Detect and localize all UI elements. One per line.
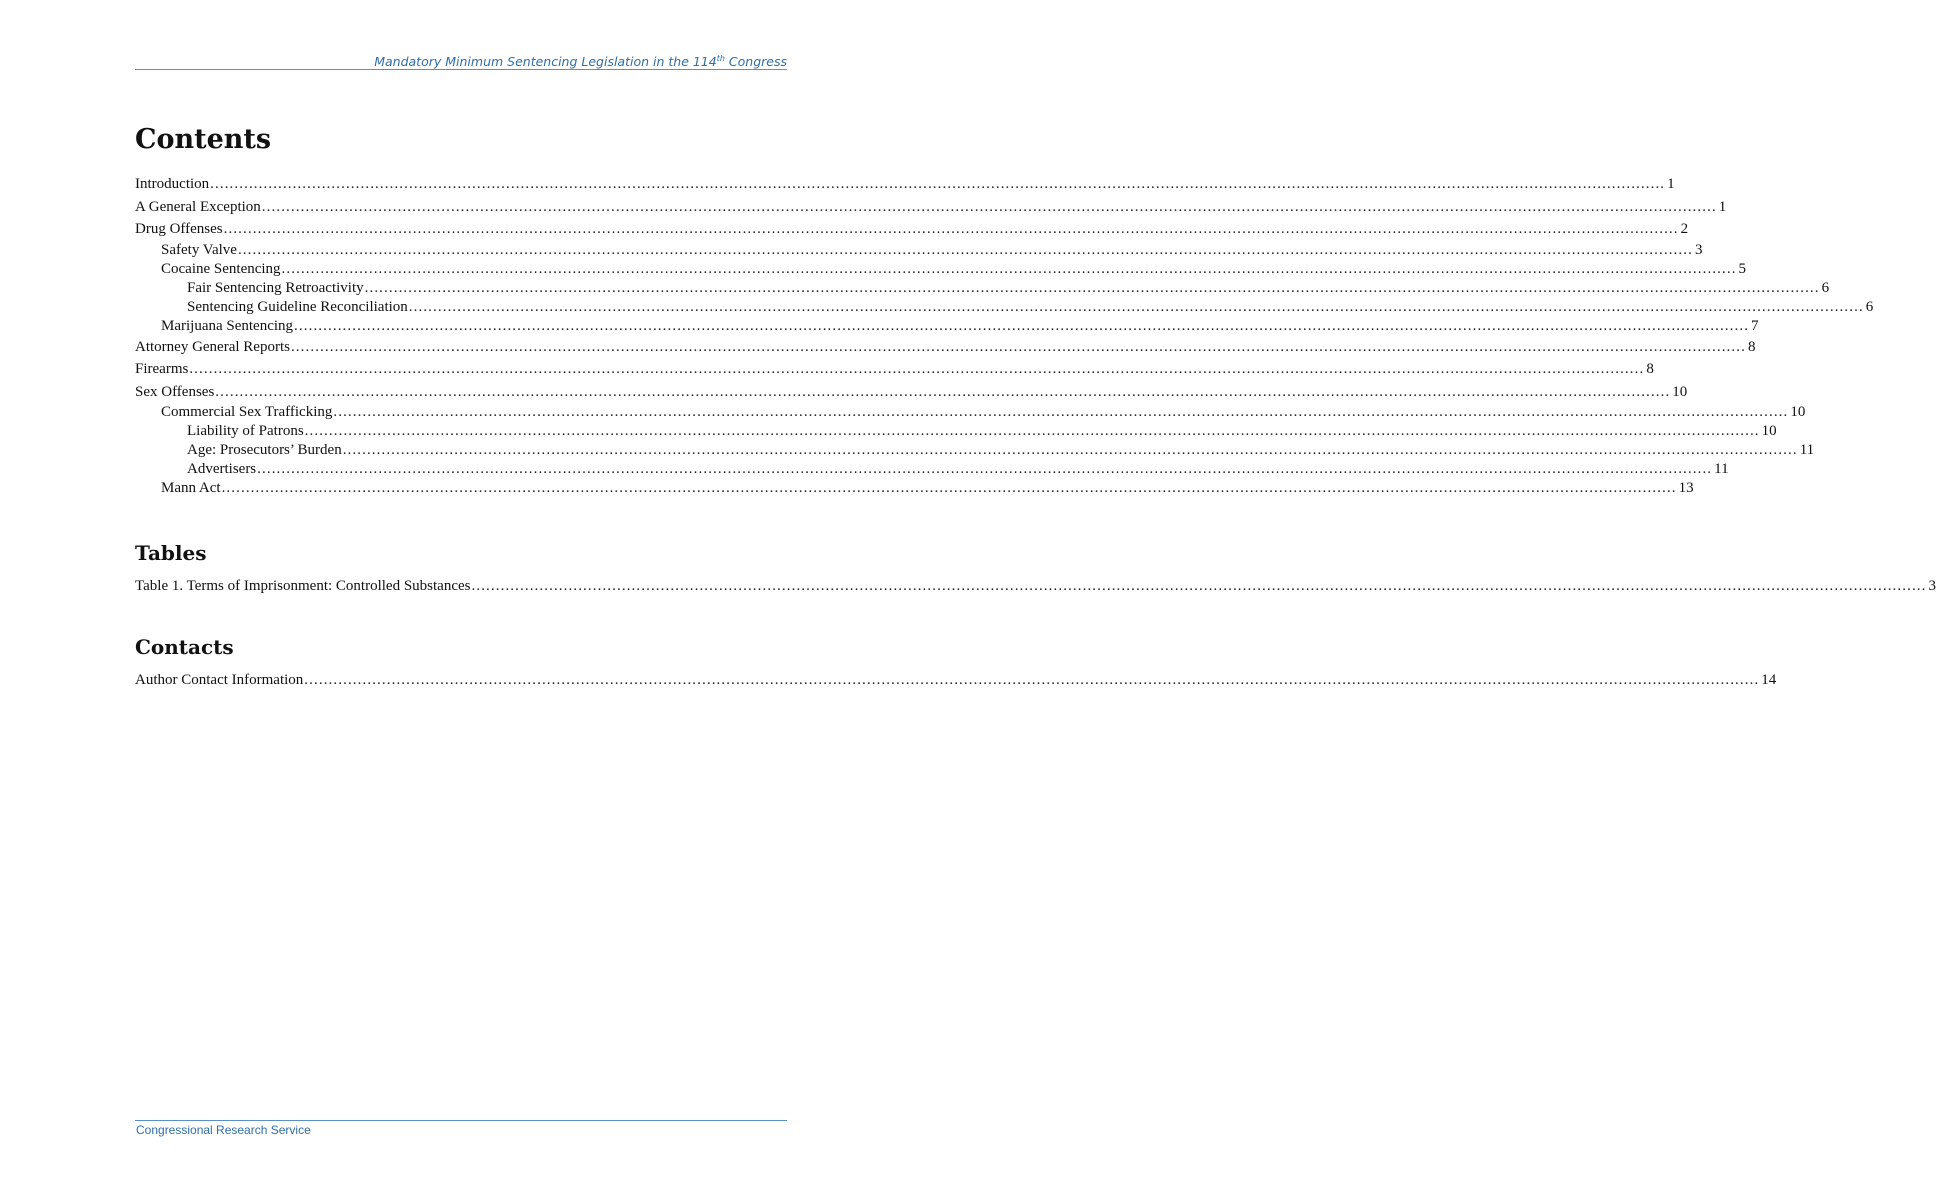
toc-entry-label: Mann Act — [161, 480, 221, 496]
toc-dot-leader: ............................................................................................................................................................................................................................................................................................................ — [364, 279, 1820, 296]
toc-dot-leader: ............................................................................................................................................................................................................................................................................................................ — [471, 578, 1927, 594]
toc-entry-label: Introduction — [135, 176, 210, 192]
toc-entry[interactable] — [135, 479, 1694, 498]
toc-dot-leader: ............................................................................................................................................................................................................................................................................................................ — [189, 361, 1645, 377]
toc-entry-page-number: 2 — [1680, 221, 1689, 237]
toc-entry-label: Advertisers — [187, 461, 257, 477]
toc-entry-label: Cocaine Sentencing — [161, 260, 281, 277]
toc-dot-leader: ............................................................................................................................................................................................................................................................................................................ — [257, 461, 1713, 477]
toc-entry[interactable] — [135, 575, 1936, 598]
toc-dot-leader: ............................................................................................................................................................................................................................................................................................................ — [304, 672, 1760, 688]
toc-entry-page-number: 6 — [1865, 298, 1874, 315]
toc-dot-leader: ............................................................................................................................................................................................................................................................................................................ — [408, 298, 1864, 315]
toc-dot-leader: ............................................................................................................................................................................................................................................................................................................ — [281, 260, 1737, 277]
toc-entry-page-number: 13 — [1678, 480, 1694, 496]
toc-entry-label: Drug Offenses — [135, 221, 223, 237]
toc-entry-page-number: 6 — [1821, 279, 1830, 296]
toc-dot-leader: ............................................................................................................................................................................................................................................................................................................ — [342, 442, 1798, 458]
toc-entry[interactable] — [135, 422, 1777, 441]
toc-dot-leader: ............................................................................................................................................................................................................................................................................................................ — [290, 338, 1746, 355]
toc-dot-leader: ............................................................................................................................................................................................................................................................................................................ — [294, 317, 1750, 334]
toc-entry-label: Safety Valve — [161, 241, 237, 258]
running-header — [135, 54, 787, 69]
toc-entry[interactable] — [135, 336, 1756, 359]
toc-entry-page-number: 7 — [1751, 317, 1759, 334]
tables-heading: Tables — [135, 541, 207, 565]
toc-entry-page-number: 10 — [1790, 404, 1806, 420]
toc-entry-label: Sex Offenses — [135, 383, 215, 400]
toc-entry[interactable] — [135, 260, 1747, 279]
toc-dot-leader: ............................................................................................................................................................................................................................................................................................................ — [237, 241, 1693, 258]
running-header-superscript: th — [716, 53, 725, 63]
toc-entry-label: Table 1. Terms of Imprisonment: Controlled Substances — [135, 578, 471, 594]
toc-entry[interactable] — [135, 196, 1727, 219]
toc-entry[interactable] — [135, 403, 1806, 422]
toc-dot-leader: ............................................................................................................................................................................................................................................................................................................ — [261, 198, 1717, 215]
toc-entry-page-number: 3 — [1928, 578, 1936, 594]
toc-entry[interactable] — [135, 317, 1759, 336]
footer-rule — [135, 1120, 787, 1121]
toc-entry[interactable] — [135, 241, 1703, 260]
toc-entry-label: Marijuana Sentencing — [161, 317, 294, 334]
toc-entry[interactable] — [135, 441, 1815, 460]
toc-entry-page-number: 10 — [1761, 423, 1777, 439]
contacts-heading: Contacts — [135, 635, 234, 659]
toc-entry-page-number: 11 — [1714, 461, 1729, 477]
running-header-title: Mandatory Minimum Sentencing Legislation in the 114 — [374, 54, 717, 69]
toc-dot-leader: ............................................................................................................................................................................................................................................................................................................ — [223, 221, 1679, 237]
toc-entry-label: Fair Sentencing Retroactivity — [187, 279, 364, 296]
toc-entry-label: Liability of Patrons — [187, 423, 304, 439]
toc-entry-page-number: 11 — [1799, 442, 1815, 458]
toc-entry-page-number: 5 — [1738, 260, 1747, 277]
toc-entry-label: A General Exception — [135, 198, 261, 215]
contacts-list — [135, 669, 1777, 692]
toc-dot-leader: ............................................................................................................................................................................................................................................................................................................ — [304, 423, 1760, 439]
toc-entry[interactable] — [135, 669, 1777, 692]
header-rule — [135, 69, 787, 70]
toc-entry-label: Commercial Sex Trafficking — [161, 404, 333, 420]
toc-entry-label: Attorney General Reports — [135, 338, 290, 355]
contents-list — [135, 173, 1874, 498]
toc-entry[interactable] — [135, 358, 1654, 381]
toc-dot-leader: ............................................................................................................................................................................................................................................................................................................ — [215, 383, 1671, 400]
toc-entry-page-number: 3 — [1694, 241, 1703, 258]
toc-entry-page-number: 1 — [1667, 176, 1675, 192]
toc-entry-page-number: 8 — [1646, 361, 1654, 377]
toc-entry-label: Firearms — [135, 361, 189, 377]
toc-entry[interactable] — [135, 298, 1874, 317]
toc-entry-page-number: 14 — [1761, 672, 1777, 688]
toc-entry[interactable] — [135, 460, 1729, 479]
toc-entry-label: Age: Prosecutors’ Burden — [187, 442, 342, 458]
toc-entry-label: Sentencing Guideline Reconciliation — [187, 298, 408, 315]
toc-entry-label: Author Contact Information — [135, 672, 304, 688]
tables-list — [135, 575, 1936, 598]
toc-entry[interactable] — [135, 381, 1688, 404]
toc-entry[interactable] — [135, 173, 1675, 196]
toc-dot-leader: ............................................................................................................................................................................................................................................................................................................ — [210, 176, 1666, 192]
toc-entry-page-number: 1 — [1718, 198, 1727, 215]
running-header-title-suffix: Congress — [724, 54, 787, 69]
toc-dot-leader: ............................................................................................................................................................................................................................................................................................................ — [333, 404, 1789, 420]
toc-entry[interactable] — [135, 218, 1689, 241]
toc-dot-leader: ............................................................................................................................................................................................................................................................................................................ — [221, 480, 1677, 496]
toc-entry[interactable] — [135, 279, 1830, 298]
contents-heading: Contents — [135, 124, 272, 155]
toc-entry-page-number: 8 — [1747, 338, 1756, 355]
running-footer: Congressional Research Service — [136, 1123, 311, 1137]
toc-entry-page-number: 10 — [1672, 383, 1688, 400]
